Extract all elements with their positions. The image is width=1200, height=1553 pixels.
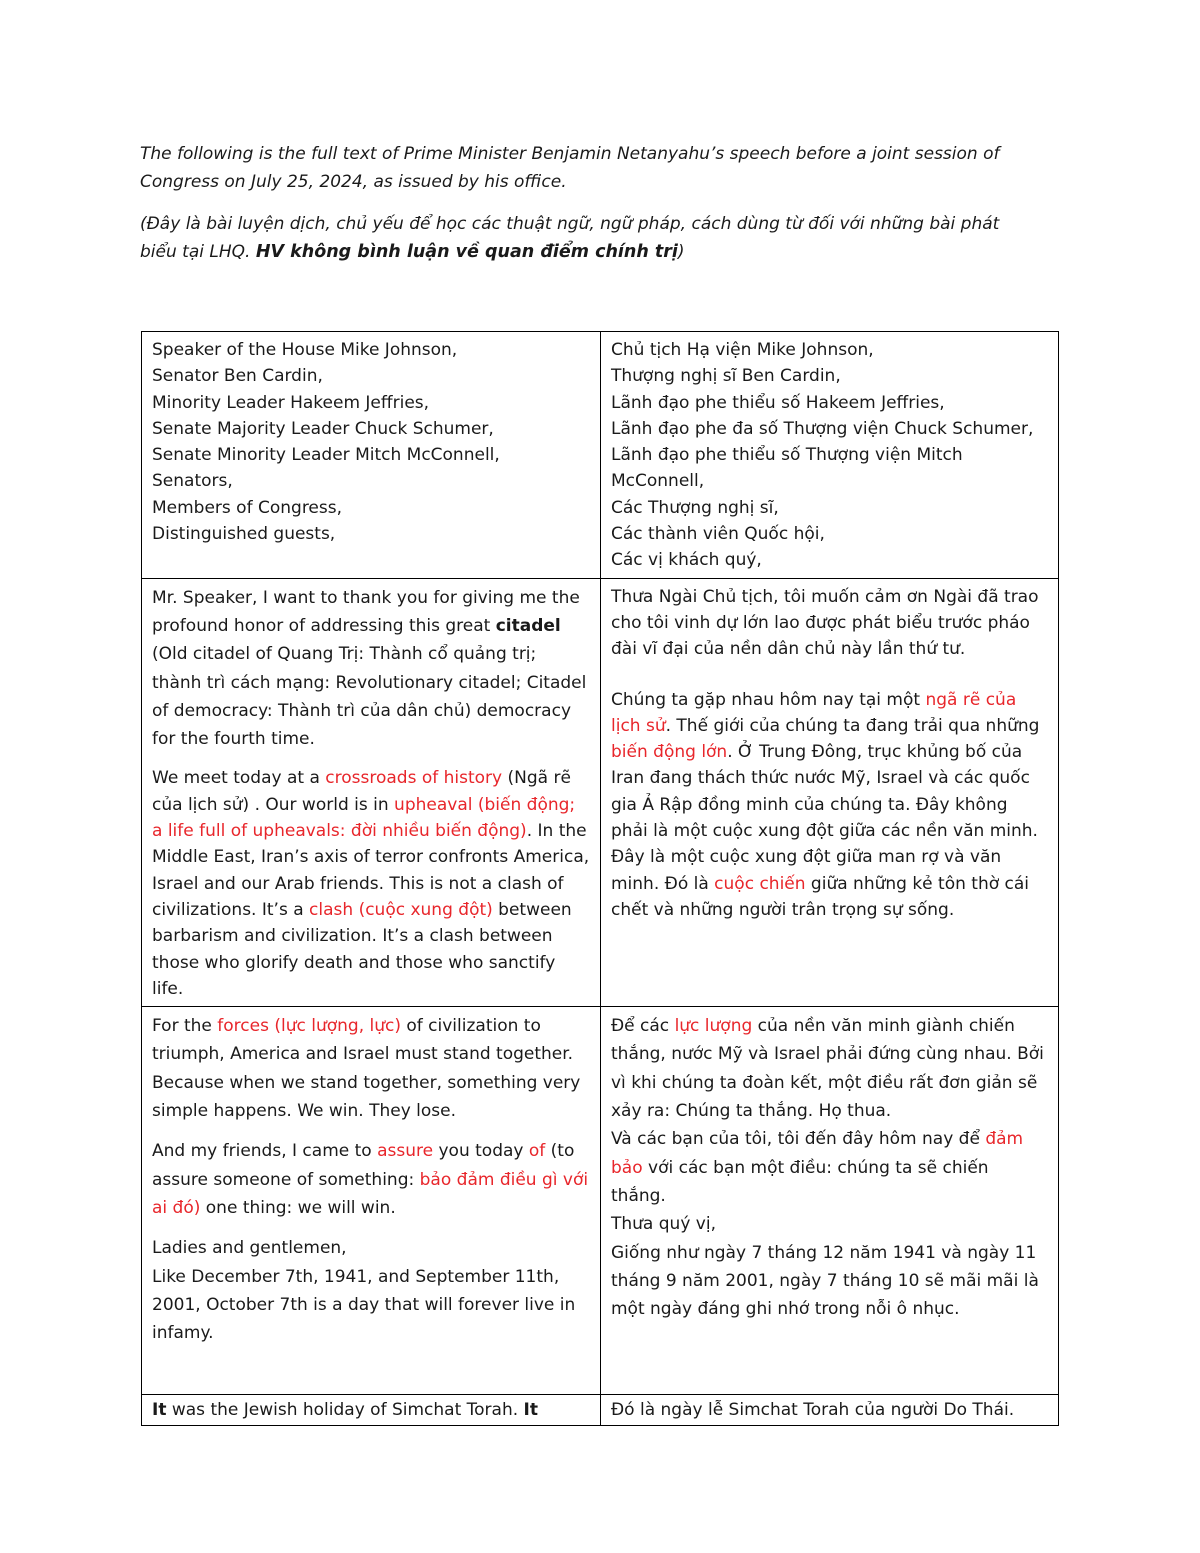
highlight-term: upheaval (biến động; a life full of upheavals: đời nhiều biến động) (152, 794, 576, 842)
salutation-line: Các Thượng nghị sĩ, (611, 497, 779, 518)
salutation-line: Members of Congress, (152, 497, 343, 518)
document-intro (140, 140, 1040, 280)
text-run: For the (152, 1016, 218, 1037)
intro-note-end: ) (677, 242, 685, 262)
text-line: Giống như ngày 7 tháng 12 năm 1941 và ngày 11 tháng 9 năm 2001, ngày 7 tháng 10 sẽ mãi mãi là một ngày đáng ghi nhớ trong nỗi ô nhục. (611, 1242, 1039, 1320)
text-run: giữa những kẻ tôn thờ cái chết và những người trân trọng sự sống. (611, 873, 1030, 920)
vietnamese-cell (601, 578, 1059, 1006)
text-run: của nền văn minh giành chiến thắng, nước Mỹ và Israel phải đứng cùng nhau. Bởi vì khi chúng ta đoàn kết, một điều rất đơn giản sẽ xảy ra: Chúng ta thắng. Họ thua. (611, 1016, 1044, 1122)
english-cell (142, 578, 601, 1006)
text-run: Và các bạn của tôi, tôi đến đây hôm nay để (611, 1129, 986, 1150)
text-line (611, 1125, 1048, 1210)
intro-heading: The following is the full text of Prime Minister Benjamin Netanyahu’s speech before a joint session of Congress on July 25, 2024, as issued by his office. (140, 144, 1000, 192)
paragraph (152, 1012, 590, 1125)
paragraph (152, 765, 590, 1002)
table-row (142, 1395, 1059, 1426)
salutation-line: Lãnh đạo phe đa số Thượng viện Chuck Schumer, (611, 418, 1034, 439)
bold-term: It (523, 1400, 538, 1421)
highlight-term: lực lượng (674, 1016, 753, 1037)
text-run: you today (433, 1141, 529, 1162)
intro-note-text: (Đây là bài luyện dịch, chủ yếu để học các thuật ngữ, ngữ pháp, cách dùng từ đối với những bài phát biểu tại LHQ. (140, 214, 1000, 262)
text-run: . In the Middle East, Iran’s axis of terror confronts America, Israel and our Arab friends. This is not a clash of civilizations. It’s a (152, 821, 590, 920)
table-row (142, 1007, 1059, 1395)
highlight-term: biến động lớn (611, 742, 728, 763)
salutation-line: Chủ tịch Hạ viện Mike Johnson, (611, 340, 874, 360)
vietnamese-cell (601, 1007, 1059, 1395)
highlight-term: forces (lực lượng, lực) (217, 1016, 401, 1037)
salutation-line: Distinguished guests, (152, 524, 336, 545)
text-run: was the Jewish holiday of Simchat Torah. (166, 1400, 524, 1421)
text-run: We meet today at a (152, 768, 326, 789)
text-run: (Ngã rẽ của lịch sử) . Our world is in (152, 768, 571, 815)
vietnamese-cell (601, 332, 1059, 579)
text-line: Ladies and gentlemen, (152, 1238, 347, 1259)
paragraph (152, 584, 590, 754)
highlight-term: of (528, 1141, 546, 1162)
text-line (611, 1012, 1048, 1125)
vietnamese-cell: Đó là ngày lễ Simchat Torah của người Do Thái. (601, 1395, 1059, 1426)
salutation-line: Các vị khách quý, (611, 550, 762, 571)
salutation-line: Minority Leader Hakeem Jeffries, (152, 392, 430, 413)
text-run: Để các (611, 1016, 675, 1037)
text-line: Like December 7th, 1941, and September 11th, 2001, October 7th is a day that will forever live in infamy. (152, 1266, 576, 1344)
translation-table (141, 331, 1059, 1426)
highlight-term: clash (cuộc xung đột) (309, 899, 493, 920)
text-run: Chúng ta gặp nhau hôm nay tại một (611, 689, 926, 710)
paragraph (611, 687, 1048, 924)
paragraph: Thưa Ngài Chủ tịch, tôi muốn cảm ơn Ngài đã trao cho tôi vinh dự lớn lao được phát biểu trước pháo đài vĩ đại của nền dân chủ này lần thứ tư. (611, 586, 1039, 660)
text-run: với các bạn một điều: chúng ta sẽ chiến thắng. (611, 1157, 989, 1206)
table-row (142, 332, 1059, 579)
highlight-term: cuộc chiến (714, 873, 806, 894)
salutation-line: Senate Minority Leader Mitch McConnell, (152, 445, 500, 466)
text-line: Thưa quý vị, (611, 1214, 716, 1235)
salutation-line: Senate Majority Leader Chuck Schumer, (152, 418, 494, 439)
text-run: . Ở Trung Đông, trục khủng bố của Iran đang thách thức nước Mỹ, Israel và các quốc gia Ả Rập đồng minh của chúng ta. Đây không phải là một cuộc xung đột giữa các nền văn minh. Đây là một cuộc xung đột giữa man rợ và văn minh. Đó là (611, 742, 1038, 894)
highlight-term: bảo đảm điều gì với ai đó) (152, 1169, 589, 1218)
text-run: Mr. Speaker, I want to thank you for giving me the profound honor of addressing this great (152, 587, 580, 636)
salutation-line: Senators, (152, 471, 233, 492)
highlight-term: ngã rẽ của lịch sử (611, 689, 1017, 736)
intro-note-bold: HV không bình luận về quan điểm chính trị (255, 242, 678, 262)
paragraph (152, 1234, 590, 1347)
text-run: And my friends, I came to (152, 1141, 378, 1162)
text-run: (to assure someone of something: (152, 1141, 575, 1190)
salutation-line: Thượng nghị sĩ Ben Cardin, (611, 366, 841, 387)
table-row (142, 578, 1059, 1006)
highlight-term: crossroads of history (325, 768, 503, 789)
intro-note (140, 210, 1040, 266)
bold-term: citadel (495, 615, 561, 636)
salutation-line: Lãnh đạo phe thiểu số Hakeem Jeffries, (611, 392, 945, 413)
english-cell (142, 1007, 601, 1395)
text-run: one thing: we will win. (200, 1197, 396, 1218)
text-run: . Thế giới của chúng ta đang trải qua những (665, 715, 1040, 736)
text-run: between barbarism and civilization. It’s a clash between those who glorify death and those who sanctify life. (152, 899, 572, 999)
paragraph (152, 1137, 590, 1222)
highlight-term: assure (377, 1141, 434, 1162)
english-cell (142, 1395, 601, 1426)
english-cell (142, 332, 601, 579)
salutation-line: Lãnh đạo phe thiểu số Thượng viện Mitch McConnell, (611, 445, 963, 492)
text-run: of civilization to triumph, America and Israel must stand together. Because when we stand together, something very simple happens. We win. They lose. (152, 1016, 581, 1122)
text-run: (Old citadel of Quang Trị: Thành cổ quảng trị; thành trì cách mạng: Revolutionary citadel; Citadel of democracy: Thành trì của dân chủ) democracy for the fourth time. (152, 644, 587, 750)
salutation-line: Senator Ben Cardin, (152, 366, 323, 387)
salutation-line: Các thành viên Quốc hội, (611, 524, 825, 545)
salutation-line: Speaker of the House Mike Johnson, (152, 340, 458, 360)
highlight-term: đảm bảo (611, 1129, 1024, 1178)
bold-term: It (152, 1400, 167, 1421)
